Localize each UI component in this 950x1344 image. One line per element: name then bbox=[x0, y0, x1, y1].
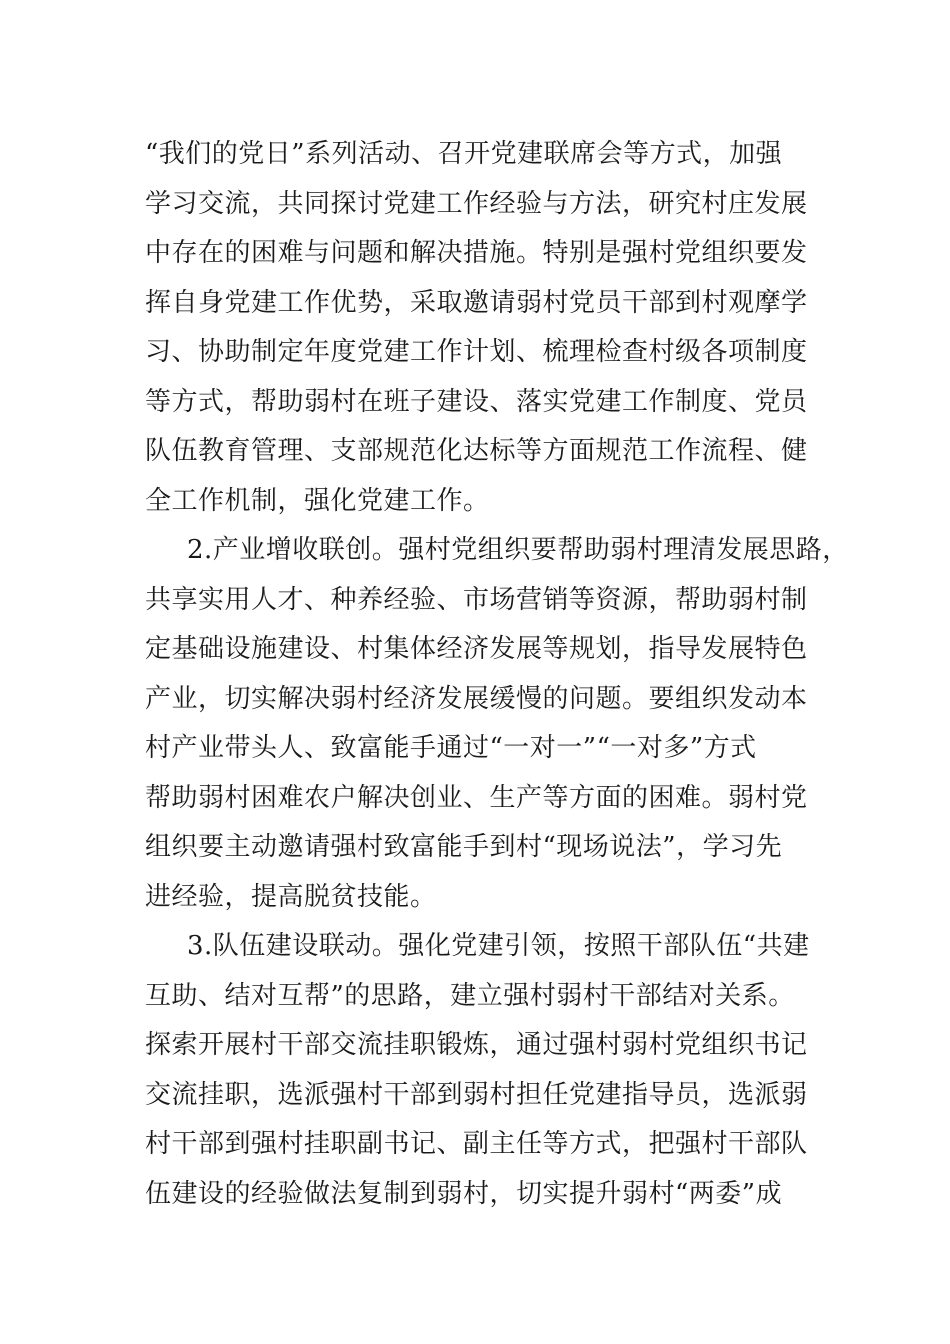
text-line-18: 互助、结对互帮”的思路，建立强村弱村干部结对关系。 bbox=[145, 980, 795, 1011]
text-line-22: 伍建设的经验做法复制到弱村，切实提升弱村“两委”成 bbox=[145, 1178, 783, 1209]
text-line-15: 组织要主动邀请强村致富能手到村“现场说法”，学习先 bbox=[145, 832, 783, 862]
text-line-2: 学习交流，共同探讨党建工作经验与方法，研究村庄发展 bbox=[145, 188, 808, 219]
body-text bbox=[145, 130, 849, 1219]
text-line-1: “我们的党日”系列活动、召开党建联席会等方式，加强 bbox=[145, 139, 783, 169]
section-3-heading-line: 3.队伍建设联动。强化党建引领，按照干部队伍“共建 bbox=[187, 931, 810, 961]
text-line-6: 等方式，帮助弱村在班子建设、落实党建工作制度、党员 bbox=[145, 386, 808, 417]
text-line-3: 中存在的困难与问题和解决措施。特别是强村党组织要发 bbox=[145, 238, 808, 268]
text-line-21: 村干部到强村挂职副书记、副主任等方式，把强村干部队 bbox=[145, 1129, 808, 1159]
text-line-11: 定基础设施建设、村集体经济发展等规划，指导发展特色 bbox=[145, 634, 808, 664]
text-line-8: 全工作机制，强化党建工作。 bbox=[145, 485, 490, 516]
section-2-heading-line: 2.产业增收联创。强村党组织要帮助弱村理清发展思路， bbox=[187, 535, 849, 565]
text-line-7: 队伍教育管理、支部规范化达标等方面规范工作流程、健 bbox=[145, 436, 808, 466]
text-line-5: 习、协助制定年度党建工作计划、梳理检查村级各项制度 bbox=[145, 337, 808, 367]
text-line-12: 产业，切实解决弱村经济发展缓慢的问题。要组织发动本 bbox=[145, 683, 808, 714]
text-line-20: 交流挂职，选派强村干部到弱村担任党建指导员，选派弱 bbox=[145, 1079, 808, 1110]
text-line-19: 探索开展村干部交流挂职锻炼，通过强村弱村党组织书记 bbox=[145, 1030, 808, 1060]
text-line-4: 挥自身党建工作优势，采取邀请弱村党员干部到村观摩学 bbox=[145, 287, 808, 318]
text-line-10: 共享实用人才、种养经验、市场营销等资源，帮助弱村制 bbox=[145, 584, 808, 615]
text-line-16: 进经验，提高脱贫技能。 bbox=[145, 881, 437, 912]
text-line-13: 村产业带头人、致富能手通过“一对一”“一对多”方式 bbox=[145, 733, 757, 763]
text-line-14: 帮助弱村困难农户解决创业、生产等方面的困难。弱村党 bbox=[145, 782, 808, 813]
